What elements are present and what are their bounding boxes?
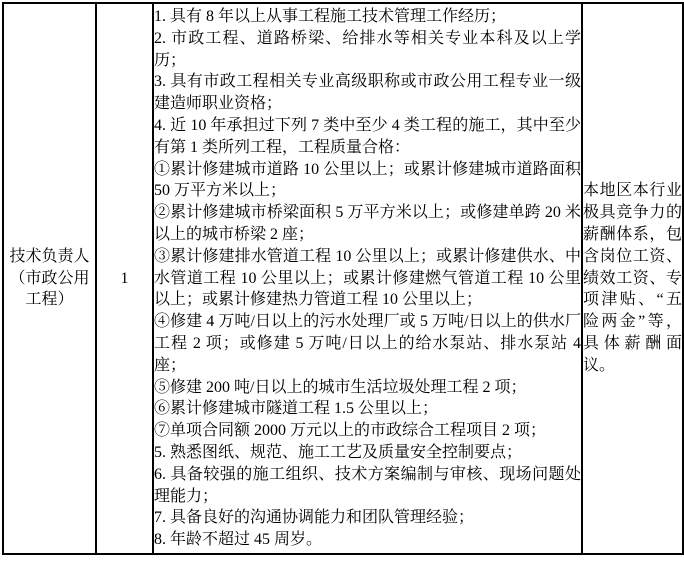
requirement-item: 2. 市政工程、道路桥梁、给排水等相关专业本科及以上学历；	[154, 29, 581, 69]
headcount-cell	[96, 3, 153, 554]
requirement-item: 4. 近 10 年承担过下列 7 类中至少 4 类工程的施工，其中至少有第 1 类所列工程，工程质量合格：	[154, 117, 581, 156]
requirement-item: 7. 具备良好的沟通协调能力和团队管理经验；	[154, 509, 475, 527]
requirement-item: ④修建 4 万吨/日以上的污水处理厂或 5 万吨/日以上的供水厂工程 2 项；或修建 5 万吨/日以上的给水泵站、排水泵站 4 座；	[154, 313, 581, 374]
requirement-item: 1. 具有 8 年以上从事工程施工技术管理工作经历；	[154, 8, 507, 26]
requirement-item: 8. 年龄不超过 45 周岁。	[154, 531, 323, 549]
table-row	[3, 3, 683, 554]
recruitment-table	[2, 2, 684, 555]
headcount-value: 1	[120, 269, 129, 287]
position-cell	[3, 3, 96, 554]
requirement-item: 6. 具备较强的施工组织、技术方案编制与审核、现场问题处理能力；	[154, 465, 581, 505]
requirement-item: 5. 熟悉图纸、规范、施工工艺及质量安全控制要点；	[154, 443, 523, 461]
requirement-item: ⑦单项合同额 2000 万元以上的市政综合工程项目 2 项；	[154, 422, 547, 440]
requirement-item: ③累计修建排水管道工程 10 公里以上；或累计修建供水、中水管道工程 10 公里以上；或累计修建燃气管道工程 10 公里以上；或累计修建热力管道工程 10 公里以上；	[154, 247, 581, 309]
requirement-item: ⑤修建 200 吨/日以上的城市生活垃圾处理工程 2 项；	[154, 378, 527, 396]
salary-cell	[582, 3, 683, 554]
requirement-item: ⑥累计修建城市隧道工程 1.5 公里以上；	[154, 400, 439, 418]
salary-note: 本地区本行业极具竞争力的薪酬体系，包含岗位工资、绩效工资、专项津贴、“五险两金”等，具体薪酬面议。	[583, 182, 682, 374]
requirement-item: ②累计修建城市桥梁面积 5 万平方米以上；或修建单跨 20 米以上的城市桥梁 2 座；	[154, 204, 581, 243]
requirement-item: ①累计修建城市道路 10 公里以上；或累计修建城市道路面积 50 万平方米以上；	[154, 160, 581, 200]
requirement-item: 3. 具有市政工程相关专业高级职称或市政公用工程专业一级建造师职业资格；	[154, 73, 581, 113]
requirements-cell	[153, 3, 582, 554]
position-name: 技术负责人（市政公用工程）	[9, 247, 90, 309]
